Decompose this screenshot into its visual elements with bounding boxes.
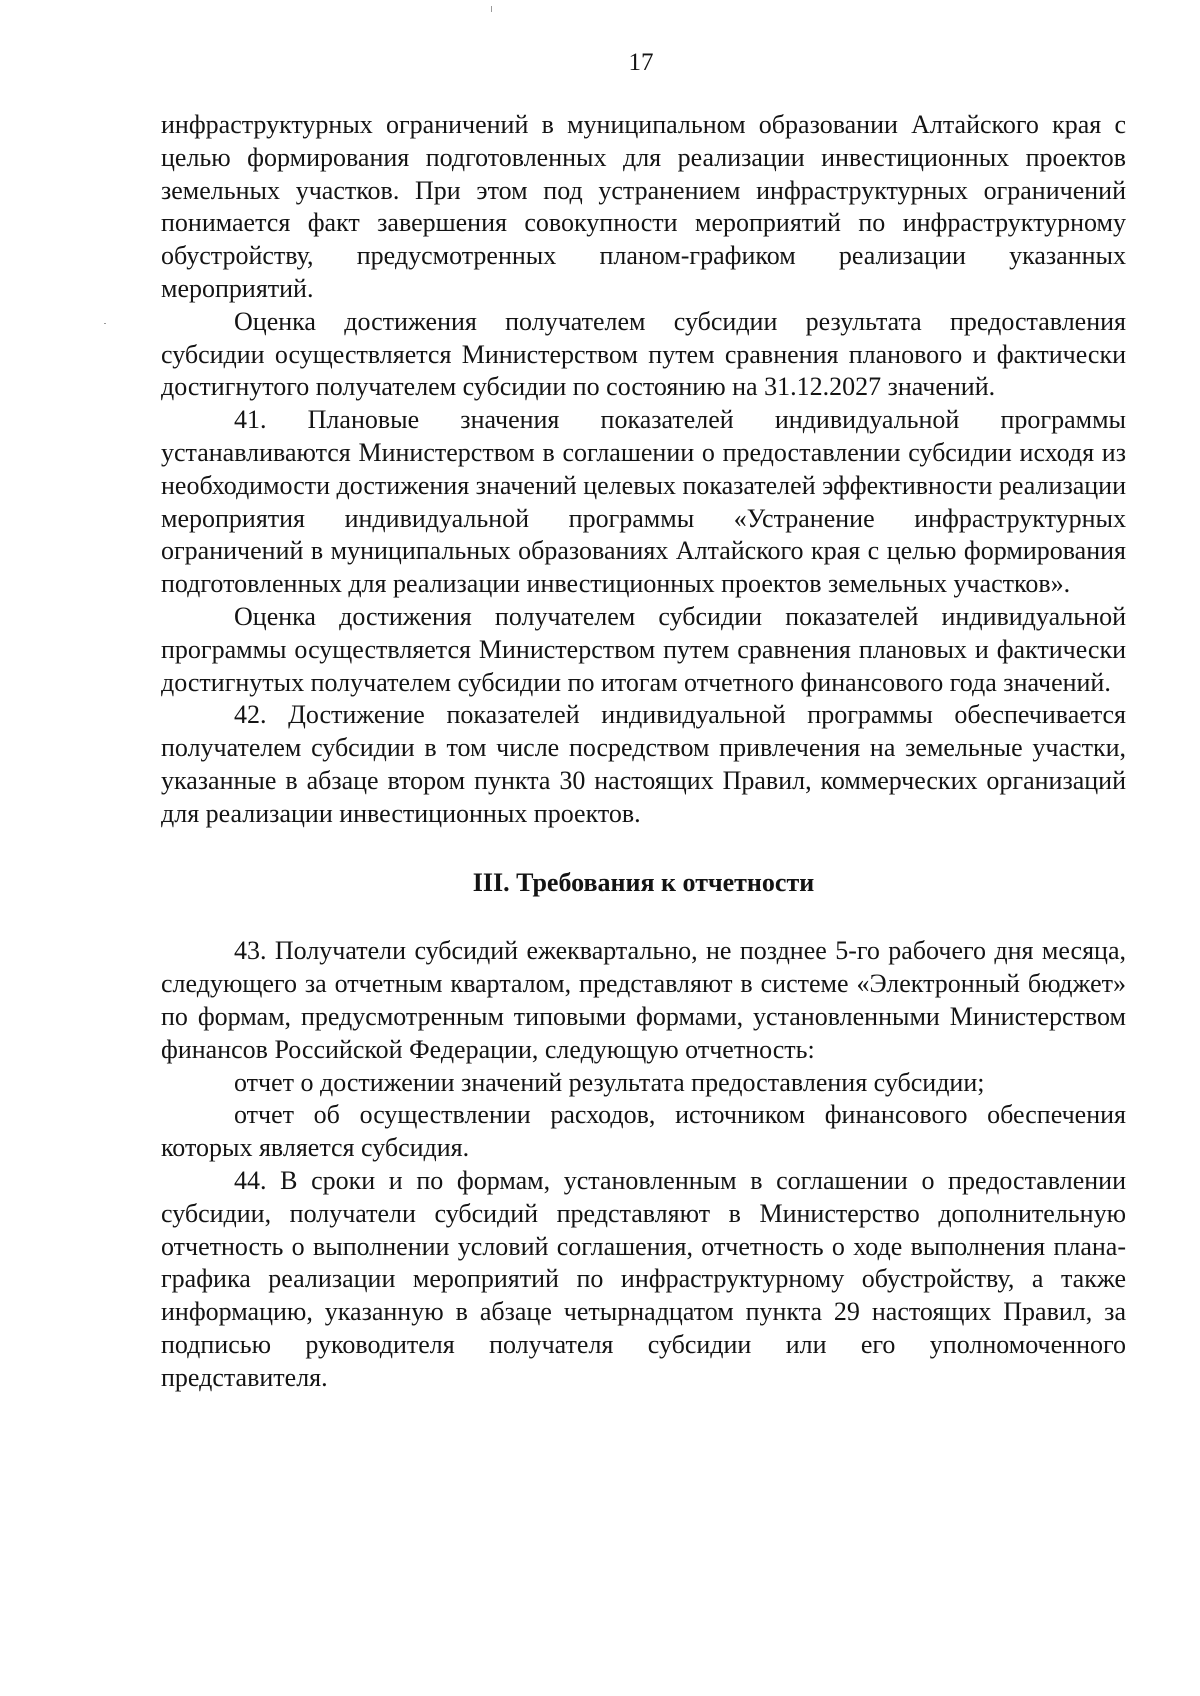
- paragraph-44: 44. В сроки и по формам, установленным в соглашении о предоставлении субсидии, получатели субсидий представляют в Министерство дополнительную отчетность о выполнении условий соглашения, отчетность о ходе выполнения плана-графика реализации мероприятий по инфраструктурному обустройству, а также информацию, указанную в абзаце четырнадцатом пункта 29 настоящих Правил, за подписью руководителя получателя субсидии или его уполномоченного представителя.: [161, 1165, 1126, 1392]
- paragraph-43: 43. Получатели субсидий ежеквартально, не позднее 5-го рабочего дня месяца, следующего за отчетным кварталом, представляют в системе «Электронный бюджет» по формам, предусмотренным типовыми формами, установленными Министерством финансов Российской Федерации, следующую отчетность:: [161, 936, 1126, 1064]
- paragraph-42: 42. Достижение показателей индивидуальной программы обеспечивается получателем субсидии в том числе посредством привлечения на земельные участки, указанные в абзаце втором пункта 30 настоящих Правил, коммерческих организаций для реализации инвестиционных проектов.: [161, 700, 1126, 828]
- paragraph-43-report-1: отчет о достижении значений результата предоставления субсидии;: [234, 1067, 985, 1097]
- page-number: 17: [628, 49, 654, 76]
- section-heading: III. Требования к отчетности: [472, 867, 815, 897]
- paragraph-43-report-2: отчет об осуществлении расходов, источником финансового обеспечения которых является субсидия.: [161, 1100, 1126, 1163]
- paragraph-result-assessment: Оценка достижения получателем субсидии результата предоставления субсидии осуществляется Министерством путем сравнения планового и фактически достигнутого получателем субсидии по состоянию на 31.12.2027 значений.: [161, 306, 1126, 402]
- document-body: [161, 109, 1126, 1394]
- paragraph-indicators-assessment: Оценка достижения получателем субсидии показателей индивидуальной программы осуществляется Министерством путем сравнения плановых и фактически достигнутых получателем субсидии по итогам отчетного финансового года значений.: [161, 601, 1126, 697]
- scan-artifact-top: [491, 6, 492, 12]
- paragraph-continuation: инфраструктурных ограничений в муниципальном образовании Алтайского края с целью формирования подготовленных для реализации инвестиционных проектов земельных участков. При этом под устранением инфраструктурных ограничений понимается факт завершения совокупности мероприятий по инфраструктурному обустройству, предусмотренных планом-графиком реализации указанных мероприятий.: [161, 110, 1126, 303]
- scan-artifact-left: [104, 323, 106, 324]
- paragraph-41: 41. Плановые значения показателей индивидуальной программы устанавливаются Министерством в соглашении о предоставлении субсидии исходя из необходимости достижения значений целевых показателей эффективности реализации мероприятия индивидуальной программы «Устранение инфраструктурных ограничений в муниципальных образованиях Алтайского края с целью формирования подготовленных для реализации инвестиционных проектов земельных участков».: [161, 405, 1126, 599]
